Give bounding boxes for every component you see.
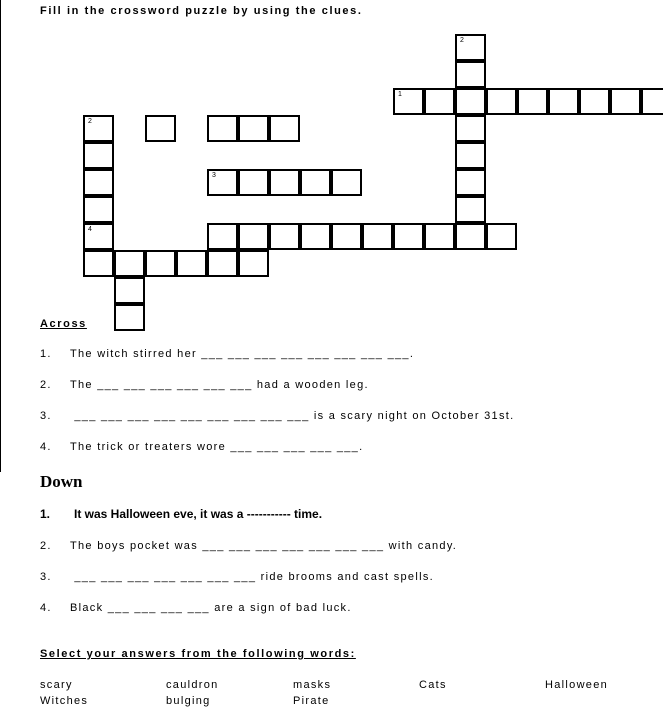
grid-cell [486,88,517,115]
grid-cell [269,169,300,196]
cell-number: 3 [212,172,216,179]
down-heading: Down [40,472,83,491]
clue-text: ___ ___ ___ ___ ___ ___ ___ ___ ___ is a scary night on October 31st. [70,410,515,422]
grid-cell [331,223,362,250]
word-bank-item: cauldron [166,679,219,691]
grid-cell [579,88,610,115]
word-bank-item: scary [40,679,73,691]
clue-text: The trick or treaters wore ___ ___ ___ ___ ___. [70,441,364,453]
grid-cell [269,115,300,142]
word-bank-item: Halloween [545,679,609,691]
clue-text: Black ___ ___ ___ ___ are a sign of bad luck. [70,602,352,614]
grid-cell [238,169,269,196]
grid-cell [83,250,114,277]
grid-cell [83,196,114,223]
grid-cell [238,115,269,142]
grid-cell [641,88,663,115]
clue-number: 1. [40,348,52,360]
across-heading: Across [40,318,87,330]
grid-cell [424,223,455,250]
grid-cell [455,34,486,61]
word-bank-item: Cats [419,679,447,691]
grid-cell [83,115,114,142]
clue-number: 1. [40,507,51,521]
page-title: Fill in the crossword puzzle by using the clues. [40,5,363,17]
grid-cell [207,223,238,250]
grid-cell [455,115,486,142]
clue-number: 2. [40,540,52,552]
grid-cell [455,196,486,223]
grid-cell [114,304,145,331]
crossword-grid [0,0,663,320]
grid-cell [238,223,269,250]
grid-cell [548,88,579,115]
clue-number: 3. [40,571,52,583]
grid-cell [114,250,145,277]
grid-cell [362,223,393,250]
grid-cell [424,88,455,115]
grid-cell [269,223,300,250]
grid-cell [610,88,641,115]
grid-cell [455,169,486,196]
grid-cell [393,88,424,115]
grid-cell [83,169,114,196]
down-clue-3 [40,571,434,583]
clue-text: The boys pocket was ___ ___ ___ ___ ___ ___ ___ with candy. [70,540,458,552]
grid-cell [455,88,486,115]
word-bank-item: masks [293,679,332,691]
grid-cell [145,250,176,277]
grid-cell [455,61,486,88]
cell-number: 4 [88,226,92,233]
grid-cell [331,169,362,196]
grid-cell [207,250,238,277]
clue-number: 4. [40,602,52,614]
grid-cell [176,250,207,277]
cell-number: 2 [460,37,464,44]
down-clue-1 [40,507,322,521]
across-clue-1 [40,348,414,360]
cell-number: 1 [398,91,402,98]
grid-cell [517,88,548,115]
clue-text: ___ ___ ___ ___ ___ ___ ___ ride brooms and cast spells. [70,571,434,583]
word-bank-item: bulging [166,695,211,707]
grid-cell [238,250,269,277]
grid-cell [486,223,517,250]
grid-cell [455,142,486,169]
across-clue-3 [40,410,514,422]
grid-cell [83,142,114,169]
grid-cell [83,223,114,250]
clue-text: The witch stirred her ___ ___ ___ ___ ___ ___ ___ ___. [70,348,415,360]
clue-text: It was Halloween eve, it was a ----------- time. [74,507,323,521]
grid-cell [393,223,424,250]
grid-cell [300,169,331,196]
word-bank-item: Witches [40,695,89,707]
grid-cell [114,277,145,304]
grid-cell [300,223,331,250]
down-clue-2 [40,540,457,552]
grid-cell [455,223,486,250]
across-clue-2 [40,379,369,391]
across-clue-4 [40,441,363,453]
clue-number: 4. [40,441,52,453]
word-bank-heading: Select your answers from the following words: [40,648,356,660]
down-clue-4 [40,602,352,614]
cell-number: 2 [88,118,92,125]
word-bank-item: Pirate [293,695,330,707]
grid-cell [207,169,238,196]
clue-number: 3. [40,410,52,422]
grid-cell [145,115,176,142]
grid-cell [207,115,238,142]
clue-number: 2. [40,379,52,391]
clue-text: The ___ ___ ___ ___ ___ ___ had a wooden leg. [70,379,369,391]
